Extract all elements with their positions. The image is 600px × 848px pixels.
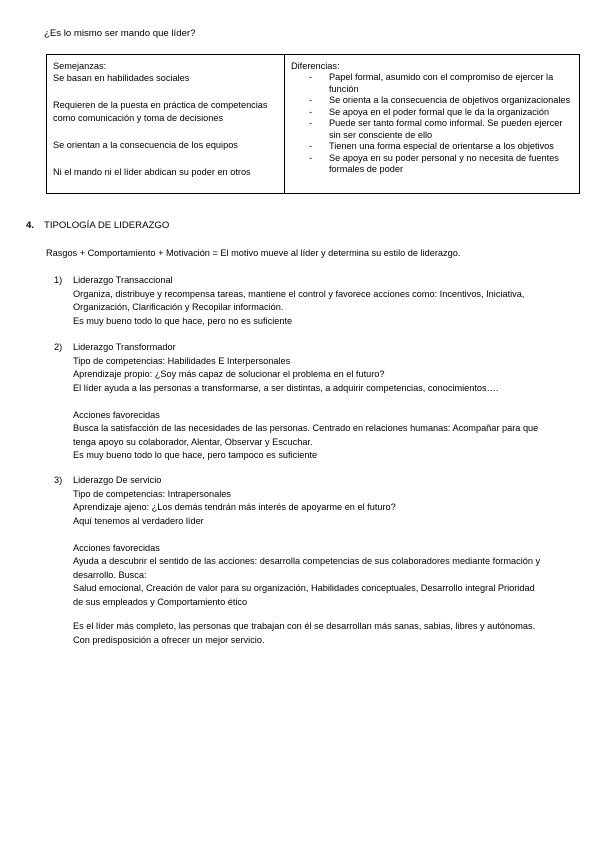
closing-line: Es el líder más completo, las personas que trabajan con él se desarrollan más sanas, sabias, libres y autónomas.	[73, 621, 536, 631]
similarity-item: Requieren de la puesta en práctica de competencias como comunicación y toma de decisiones	[53, 100, 268, 123]
difference-item: - Puede ser tanto formal como informal. Se pueden ejercer sin ser consciente de ello	[291, 118, 573, 141]
actions-line: Salud emocional, Creación de valor para su organización, Habilidades conceptuales, Desarrollo integral Prioridad	[73, 583, 535, 593]
difference-item: - Tienen una forma especial de orientarse a los objetivos	[291, 141, 573, 153]
section-heading	[26, 220, 169, 231]
actions-line: Busca la satisfacción de las necesidades de las personas. Centrado en relaciones humanas: Acompañar para que	[73, 423, 539, 433]
actions-line: de sus empleados y Comportamiento ético	[73, 596, 248, 607]
actions-line: Es muy bueno todo lo que hace, pero tampoco es suficiente	[73, 450, 318, 460]
actions-title: Acciones favorecidas	[73, 409, 160, 420]
actions-title: Acciones favorecidas	[73, 542, 160, 553]
question-heading: ¿Es lo mismo ser mando que líder?	[44, 28, 196, 39]
item-line: Aquí tenemos al verdadero líder	[73, 515, 204, 526]
actions-line: Ayuda a descubrir el sentido de las acciones: desarrolla competencias de sus colaboradores mediante formación y	[73, 556, 541, 566]
item-line: Aprendizaje ajeno: ¿Los demás tendrán más interés de apoyarme en el futuro?	[73, 502, 396, 512]
closing-paragraph	[73, 620, 583, 647]
similarity-item: Se orientan a la consecuencia de los equipos	[53, 140, 238, 150]
item-index: 1)	[54, 275, 63, 285]
comparison-table	[46, 54, 580, 194]
similarities-header: Semejanzas:	[53, 61, 107, 71]
differences-list	[291, 72, 573, 176]
difference-item: - Papel formal, asumido con el compromiso de ejercer la función	[291, 72, 573, 95]
item-line: Tipo de competencias: Intrapersonales	[73, 488, 231, 499]
differences-cell	[285, 55, 580, 194]
item-line: El líder ayuda a las personas a transformarse, a ser distintas, a adquirir competencias, conocimientos….	[73, 382, 499, 393]
item-line: Aprendizaje propio: ¿Soy más capaz de solucionar el problema en el futuro?	[73, 369, 385, 379]
similarity-item: Ni el mando ni el líder abdican su poder en otros	[53, 167, 251, 177]
item-title: Liderazgo Transformador	[73, 342, 176, 352]
item-index: 3)	[54, 475, 63, 485]
difference-item: - Se apoya en su poder personal y no necesita de fuentes formales de poder	[291, 153, 573, 176]
similarity-item: Se basan en habilidades sociales	[53, 73, 190, 83]
difference-item: - Se orienta a la consecuencia de objetivos organizacionales	[291, 95, 573, 107]
actions-line: tenga apoyo su colaborador, Alentar, Observar y Escuchar.	[73, 436, 313, 447]
closing-line: Con predisposición a ofrecer un mejor servicio.	[73, 634, 265, 645]
item-line: Organiza, distribuye y recompensa tareas, mantiene el control y favorece acciones como: Incentivos, Iniciativa,	[73, 288, 525, 299]
item-line: Tipo de competencias: Habilidades E Interpersonales	[73, 355, 291, 366]
differences-header: Diferencias:	[291, 61, 340, 71]
item-title: Liderazgo Transaccional	[73, 275, 173, 285]
section-title: TIPOLOGÍA DE LIDERAZGO	[44, 220, 170, 231]
item-title: Liderazgo De servicio	[73, 475, 162, 485]
section-number: 4.	[26, 220, 35, 231]
similarities-cell	[47, 55, 285, 194]
formula-text: Rasgos + Comportamiento + Motivación = El motivo mueve al líder y determina su estilo de liderazgo.	[46, 248, 461, 258]
difference-item: - Se apoya en el poder formal que le da la organización	[291, 107, 573, 119]
item-index: 2)	[54, 342, 63, 352]
item-line: Es muy bueno todo lo que hace, pero no es suficiente	[73, 315, 293, 326]
actions-line: desarrollo. Busca:	[73, 569, 147, 580]
item-line: Organización, Clarificación y Recopilar información.	[73, 302, 284, 312]
